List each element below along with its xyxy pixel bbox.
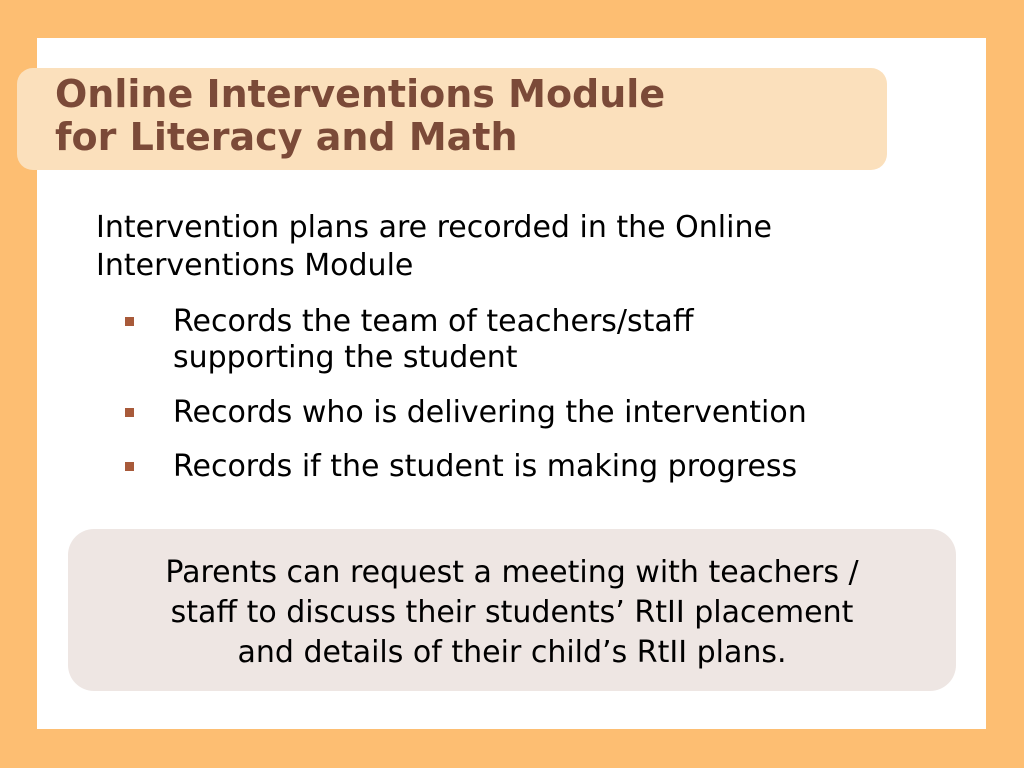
bullet-square-icon: [125, 317, 134, 326]
slide-title-line-1: Online Interventions Module: [55, 72, 666, 116]
bullet-square-icon: [125, 462, 134, 471]
intro-text-line-2: Interventions Module: [96, 248, 414, 283]
slide-title-line-2: for Literacy and Math: [55, 115, 518, 159]
bullet-2-text: Records who is delivering the intervention: [173, 395, 807, 430]
callout-text-line-2: staff to discuss their students’ RtII placement: [170, 595, 854, 630]
bullet-square-icon: [125, 408, 134, 417]
bullet-1-line-1: Records the team of teachers/staff: [173, 304, 694, 339]
callout-text-line-1: Parents can request a meeting with teachers /: [165, 555, 859, 590]
bullet-1-line-2: supporting the student: [173, 340, 518, 375]
bullet-3-text: Records if the student is making progress: [173, 449, 798, 484]
callout-text-line-3: and details of their child’s RtII plans.: [237, 635, 787, 670]
intro-text-line-1: Intervention plans are recorded in the Online: [96, 210, 772, 245]
